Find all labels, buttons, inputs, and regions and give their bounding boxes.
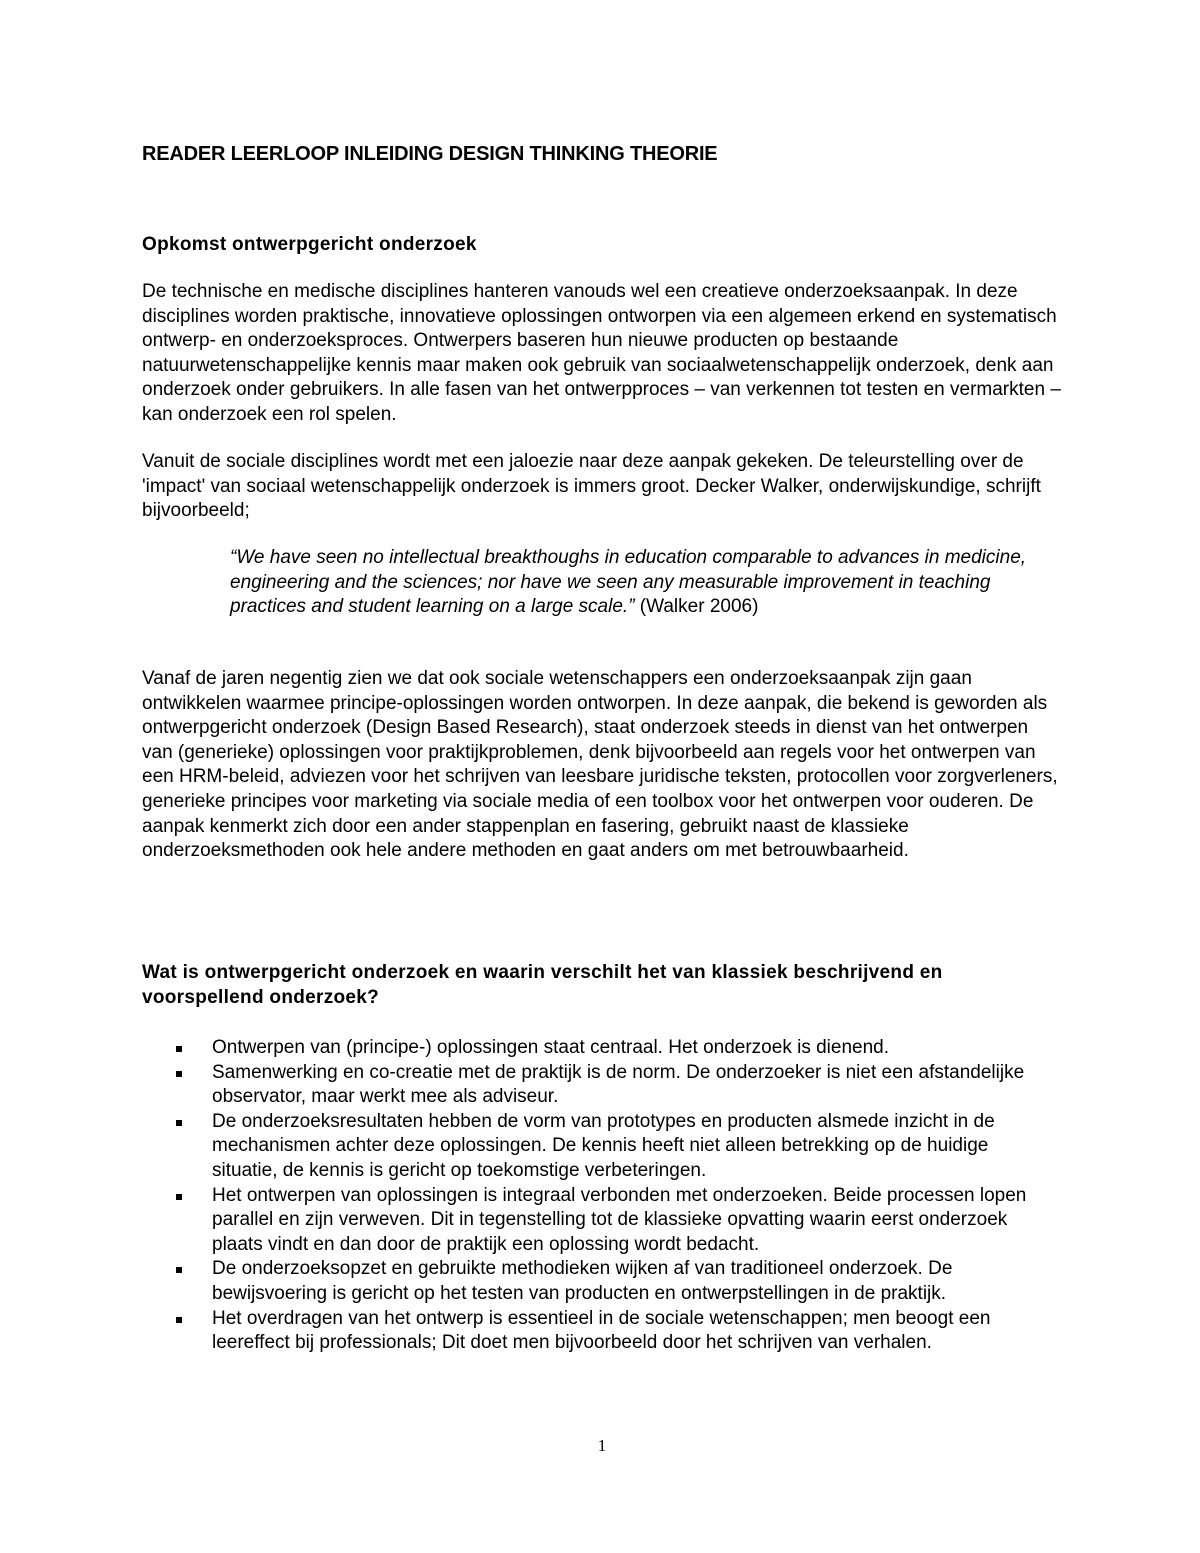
paragraph-design-based-research: Vanaf de jaren negentig zien we dat ook sociale wetenschappers een onderzoeksaanpak zijn gaan ontwikkelen waarmee principe-oplossingen worden ontworpen. In deze aanpak, die bekend is geworden als ontwerpgericht onderzoek (Design Based Research), staat onderzoek steeds in dienst van het ontwerpen van (generieke) oplossingen voor praktijkproblemen, denk bijvoorbeeld aan regels voor het ontwerpen van een HRM-beleid, adviezen voor het schrijven van leesbare juridische teksten, protocollen voor zorgverleners, generieke principes voor marketing via sociale media of een toolbox voor het ontwerpen voor ouderen. De aanpak kenmerkt zich door een ander stappenplan en fasering, gebruikt naast de klassieke onderzoeksmethoden ook hele andere methoden en gaat anders om met betrouwbaarheid. bbox=[142, 668, 1058, 862]
square-bullet-icon bbox=[176, 1267, 182, 1273]
square-bullet-icon bbox=[176, 1071, 182, 1077]
block-quote bbox=[230, 546, 1050, 620]
square-bullet-icon bbox=[176, 1120, 182, 1126]
characteristics-list bbox=[142, 1036, 1062, 1356]
list-item-text: Het overdragen van het ontwerp is essentieel in de sociale wetenschappen; men beoogt een leereffect bij professionals; Dit doet men bijvoorbeeld door het schrijven van verhalen. bbox=[212, 1307, 991, 1354]
list-item-text: De onderzoeksresultaten hebben de vorm van prototypes en producten alsmede inzicht in de mechanismen achter deze oplossingen. De kennis heeft niet alleen betrekking op de huidige situatie, de kennis is gericht op toekomstige verbeteringen. bbox=[212, 1110, 995, 1181]
list-item bbox=[142, 1184, 1052, 1258]
list-item-text: Het ontwerpen van oplossingen is integraal verbonden met onderzoeken. Beide processen lopen parallel en zijn verweven. Dit in tegenstelling tot de klassieke opvatting waarin eerst onderzoek plaats vindt en dan door de praktijk een oplossing wordt bedacht. bbox=[212, 1184, 1027, 1255]
page-number: 1 bbox=[597, 1436, 607, 1455]
list-item-text: Samenwerking en co-creatie met de praktijk is de norm. De onderzoeker is niet een afstandelijke observator, maar werkt mee als adviseur. bbox=[212, 1061, 1025, 1108]
list-item bbox=[142, 1307, 1052, 1356]
document-title: READER LEERLOOP INLEIDING DESIGN THINKING THEORIE bbox=[142, 143, 718, 165]
section-heading-wat-is: Wat is ontwerpgericht onderzoek en waarin verschilt het van klassiek beschrijvend en voorspellend onderzoek? bbox=[142, 962, 943, 1008]
list-item bbox=[142, 1110, 1052, 1184]
document-page bbox=[142, 0, 1062, 1553]
quote-citation: (Walker 2006) bbox=[634, 596, 759, 618]
list-item-text: De onderzoeksopzet en gebruikte methodieken wijken af van traditioneel onderzoek. De bewijsvoering is gericht op het testen van producten en ontwerpstellingen in de praktijk. bbox=[212, 1258, 953, 1304]
list-item bbox=[142, 1061, 1052, 1110]
paragraph-intro: De technische en medische disciplines hanteren vanouds wel een creatieve onderzoeksaanpak. In deze disciplines worden praktische, innovatieve oplossingen ontworpen via een algemeen erkend en systematisch ontwerp- en onderzoeksproces. Ontwerpers baseren hun nieuwe producten op bestaande natuurwetenschappelijke kennis maar maken ook gebruik van sociaalwetenschappelijk onderzoek, denk aan onderzoek onder gebruikers. In alle fasen van het ontwerpproces – van verkennen tot testen en vermarkten – kan onderzoek een rol spelen. bbox=[142, 281, 1061, 425]
square-bullet-icon bbox=[176, 1046, 182, 1052]
quote-text: “We have seen no intellectual breakthoughs in education comparable to advances in medicine, engineering and the sciences; nor have we seen any measurable improvement in teaching practices and student learning on a large scale.” bbox=[230, 547, 1027, 618]
list-item-text: Ontwerpen van (principe-) oplossingen staat centraal. Het onderzoek is dienend. bbox=[212, 1037, 889, 1058]
list-item bbox=[142, 1036, 1052, 1061]
section-heading-opkomst: Opkomst ontwerpgericht onderzoek bbox=[142, 234, 477, 255]
square-bullet-icon bbox=[176, 1317, 182, 1323]
paragraph-social-disciplines: Vanuit de sociale disciplines wordt met een jaloezie naar deze aanpak gekeken. De teleurstelling over de 'impact' van sociaal wetenschappelijk onderzoek is immers groot. Decker Walker, onderwijskundige, schrijft bijvoorbeeld; bbox=[142, 451, 1041, 522]
square-bullet-icon bbox=[176, 1194, 182, 1200]
list-item bbox=[142, 1257, 1052, 1306]
